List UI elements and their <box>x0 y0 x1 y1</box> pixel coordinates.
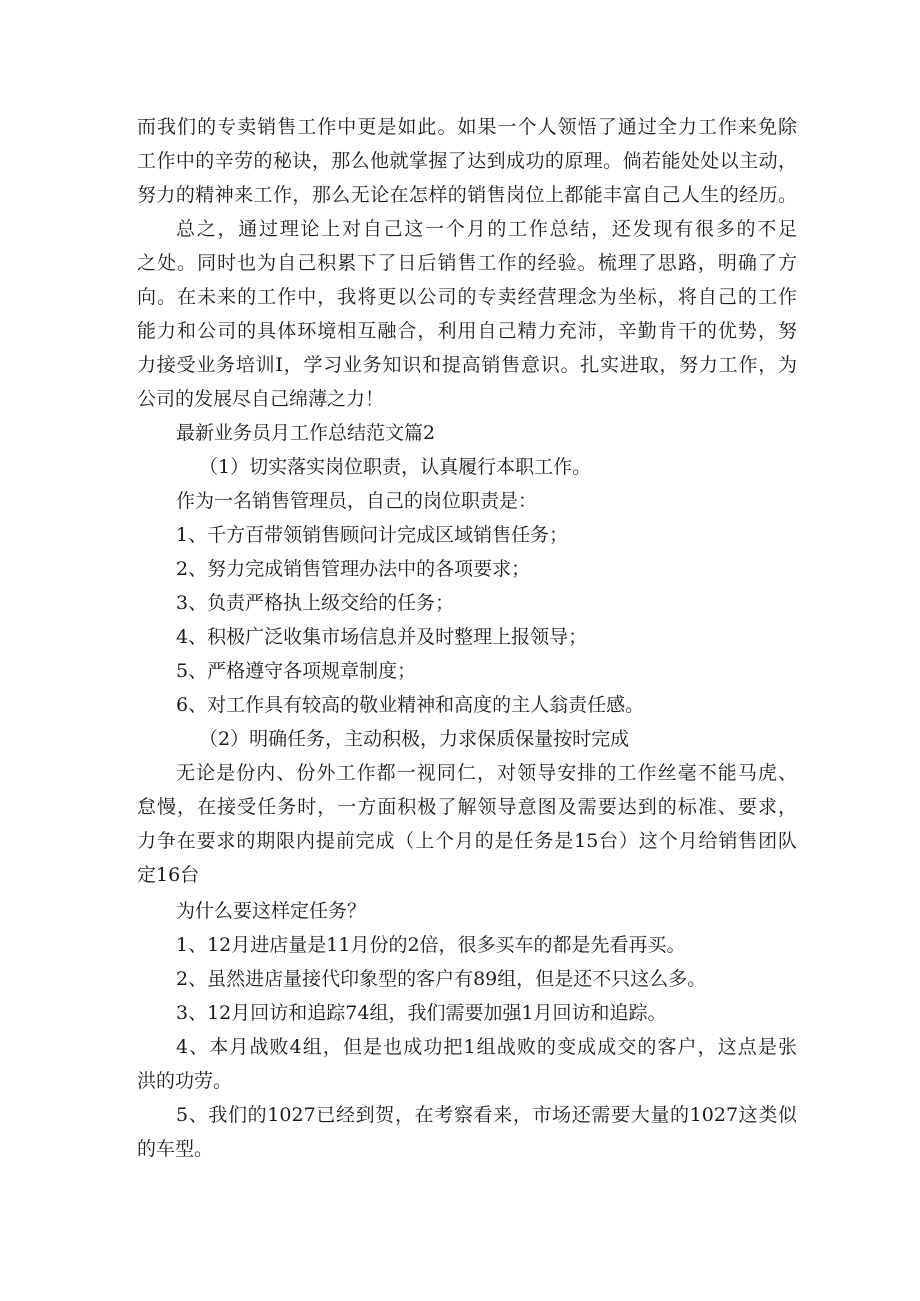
list-item: 5、严格遵守各项规章制度； <box>176 660 417 682</box>
text-line: 力接受业务培训I，学习业务知识和提高销售意识。扎实进取，努力工作，为 <box>137 354 797 376</box>
section-heading: 最新业务员月工作总结范文篇2 <box>176 422 436 444</box>
text-line: 而我们的专卖销售工作中更是如此。如果一个人领悟了通过全力工作来免除 <box>137 116 797 138</box>
list-item: 4、积极广泛收集市场信息并及时整理上报领导； <box>176 626 588 648</box>
list-item: 6、对工作具有较高的敬业精神和高度的主人翁责任感。 <box>176 694 645 716</box>
list-item: 5、我们的1027已经到贺，在考察看来，市场还需要大量的1027这类似 <box>176 1104 797 1126</box>
text-line: 定16台 <box>137 864 200 886</box>
text-line: 作为一名销售管理员，自己的岗位职责是： <box>176 490 538 512</box>
list-item: 3、负责严格执上级交给的任务； <box>176 592 455 614</box>
paragraph-start-line: 总之，通过理论上对自己这一个月的工作总结，还发现有很多的不足 <box>176 218 797 240</box>
text-line: 力争在要求的期限内提前完成（上个月的是任务是15台）这个月给销售团队 <box>137 830 797 852</box>
list-item: 3、12月回访和追踪74组，我们需要加强1月回访和追踪。 <box>176 1002 667 1024</box>
text-line: 之处。同时也为自己积累下了日后销售工作的经验。梳理了思路，明确了方 <box>137 252 797 274</box>
subheading: （1）切实落实岗位职责，认真履行本职工作。 <box>199 456 592 478</box>
text-line: 能力和公司的具体环境相互融合，利用自己精力充沛，辛勤肯干的优势，努 <box>137 320 797 342</box>
text-line: 的车型。 <box>137 1138 214 1160</box>
subheading: （2）明确任务，主动积极，力求保质保量按时完成 <box>199 728 630 750</box>
text-line: 公司的发展尽自己绵薄之力！ <box>137 388 385 410</box>
list-item: 4、本月战败4组，但是也成功把1组战败的变成成交的客户，这点是张 <box>176 1036 797 1058</box>
list-item: 1、12月进店量是11月份的2倍，很多买车的都是先看再买。 <box>176 934 686 956</box>
text-line: 洪的功劳。 <box>137 1070 233 1092</box>
list-item: 2、虽然进店量接代印象型的客户有89组，但是还不只这么多。 <box>176 968 707 990</box>
text-line: 向。在未来的工作中，我将更以公司的专卖经营理念为坐标，将自己的工作 <box>137 286 797 308</box>
text-line: 怠慢，在接受任务时，一方面积极了解领导意图及需要达到的标准、要求， <box>137 796 797 818</box>
list-item: 2、努力完成销售管理办法中的各项要求； <box>176 558 531 580</box>
paragraph-start-line: 无论是份内、份外工作都一视同仁，对领导安排的工作丝毫不能马虎、 <box>176 762 797 784</box>
text-line: 工作中的辛劳的秘诀，那么他就掌握了达到成功的原理。倘若能处处以主动， <box>137 150 797 172</box>
list-item: 1、千方百带领销售顾问计完成区域销售任务； <box>176 524 569 546</box>
text-line: 努力的精神来工作，那么无论在怎样的销售岗位上都能丰富自己人生的经历。 <box>137 184 797 206</box>
text-line: 为什么要这样定任务？ <box>176 900 367 922</box>
